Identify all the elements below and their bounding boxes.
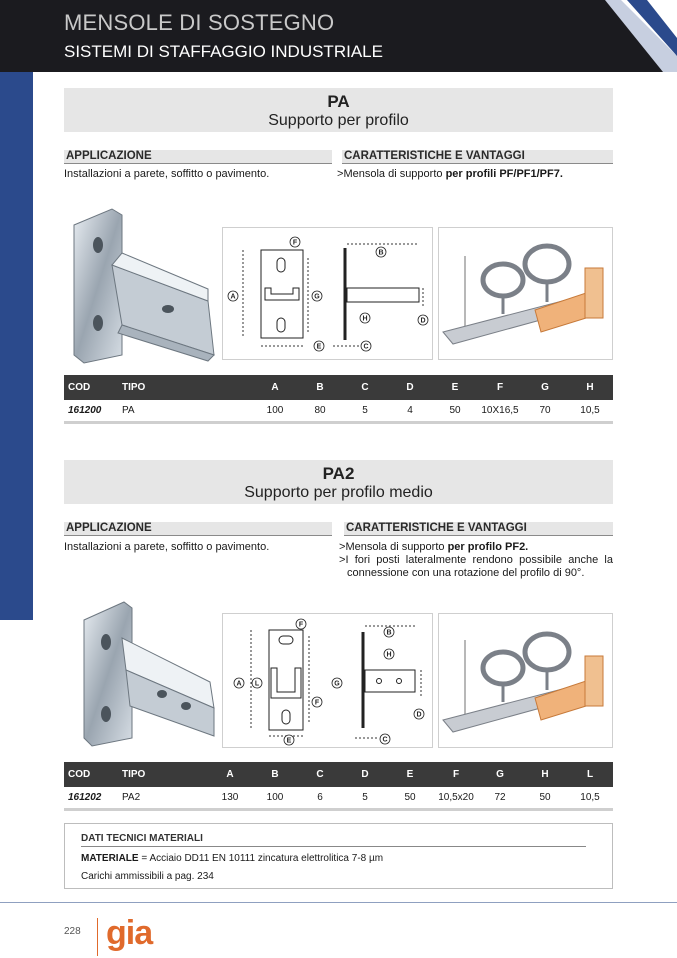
cell-e: 50 [404,792,416,803]
materials-title: DATI TECNICI MATERIALI [81,833,586,847]
feature-line [339,554,613,567]
dim-label: B [386,629,392,637]
product-title-box-pa [64,88,613,132]
col-b: B [271,769,279,780]
cell-f: 10X16,5 [481,405,519,416]
pa-product-photo [68,205,218,365]
dim-label: B [378,249,384,257]
dim-label: L [254,680,260,688]
cell-a: 100 [266,405,284,416]
feature-bullet: > [339,554,346,566]
dim-label: H [386,651,392,659]
caratteristiche-heading: CARATTERISTICHE E VANTAGGI [342,150,613,164]
footer-divider [0,902,677,903]
cell-d: 4 [407,405,413,416]
cell-b: 100 [266,792,284,803]
dim-label: C [363,343,369,351]
col-d: D [361,769,369,780]
cell-c: 6 [317,792,323,803]
dim-label: D [420,317,426,325]
product-description: Supporto per profilo medio [244,484,433,501]
dim-label: A [230,293,236,301]
feature-text: I fori posti lateralmente rendono possibile anche la [345,554,613,566]
materials-box [64,823,613,889]
caratteristiche-heading: CARATTERISTICHE E VANTAGGI [344,522,613,536]
col-a: A [226,769,234,780]
feature-bold: per profili PF/PF1/PF7. [445,168,563,180]
applicazione-heading: APPLICAZIONE [64,150,332,164]
material-label: MATERIALE [81,853,139,864]
feature-list [339,541,613,580]
table-header [64,762,613,787]
col-d: D [406,382,414,393]
col-h: H [586,382,594,393]
cell-c: 5 [362,405,368,416]
material-line [81,853,383,864]
feature-line [339,541,613,554]
side-accent-bar [0,0,33,620]
col-c: C [316,769,324,780]
feature-bold: per profilo PF2. [447,541,529,553]
cell-l: 10,5 [580,792,600,803]
pa-installation-photo [438,227,613,360]
col-e: E [451,382,459,393]
feature-line [339,567,613,580]
col-f: F [452,769,460,780]
loads-reference: Carichi ammissibili a pag. 234 [81,871,214,882]
feature-bullet: > [339,541,346,553]
col-cod: COD [68,382,91,393]
cell-d: 5 [362,792,368,803]
pa-spec-table [64,375,613,424]
product-title-box-pa2 [64,460,613,504]
dim-label: E [316,343,322,351]
cell-h: 10,5 [580,405,600,416]
col-tipo: TIPO [122,769,146,780]
col-h: H [541,769,549,780]
dim-label: F [292,239,298,247]
cell-g: 72 [494,792,506,803]
cell-f: 10,5x20 [438,792,474,803]
applicazione-heading: APPLICAZIONE [64,522,332,536]
cell-e: 50 [449,405,461,416]
table-row [64,400,613,424]
applicazione-text: Installazioni a parete, soffitto o pavimento. [64,168,270,180]
cell-tipo: PA [122,405,135,416]
product-description: Supporto per profilo [268,112,409,129]
pa2-installation-photo [438,613,613,748]
cell-cod: 161202 [68,792,102,803]
cell-a: 130 [221,792,239,803]
col-l: L [586,769,594,780]
dim-label: D [416,711,422,719]
feature-text: connessione con una rotazione del profilo di 90°. [347,567,585,579]
pa2-technical-drawing [222,613,433,748]
pa-technical-drawing [222,227,433,360]
col-f: F [496,382,504,393]
dim-label: G [334,680,340,688]
feature-text: Mensola di supporto [345,541,448,553]
applicazione-text: Installazioni a parete, soffitto o pavimento. [64,541,270,553]
pa2-product-photo [78,598,218,748]
dim-label: F [314,699,320,707]
feature-bullet: > [337,168,344,180]
page-number: 228 [64,926,81,937]
dim-label: F [298,621,304,629]
pa2-spec-table [64,762,613,811]
col-e: E [406,769,414,780]
cell-g: 70 [539,405,551,416]
header-corner-decoration [587,0,677,72]
footer-separator [97,918,98,956]
table-header [64,375,613,400]
col-c: C [361,382,369,393]
dim-label: E [286,737,292,745]
dim-label: H [362,315,368,323]
page-header [0,0,677,72]
dim-label: G [314,293,320,301]
cell-b: 80 [314,405,326,416]
header-category: MENSOLE DI SOSTEGNO [64,10,335,35]
col-cod: COD [68,769,91,780]
col-a: A [271,382,279,393]
brand-logo: gia [106,914,153,952]
dim-label: A [236,680,242,688]
header-subcategory: SISTEMI DI STAFFAGGIO INDUSTRIALE [64,42,383,61]
product-code: PA2 [322,464,355,483]
col-g: G [496,769,504,780]
col-tipo: TIPO [122,382,146,393]
cell-tipo: PA2 [122,792,141,803]
dim-label: C [382,736,388,744]
cell-cod: 161200 [68,405,102,416]
product-code: PA [327,92,350,111]
material-text: = Acciaio DD11 EN 10111 zincatura elettrolitica 7-8 µm [138,853,384,864]
col-b: B [316,382,324,393]
col-g: G [541,382,549,393]
feature-line [337,168,563,181]
cell-h: 50 [539,792,551,803]
feature-text: Mensola di supporto [343,168,446,180]
table-row [64,787,613,811]
